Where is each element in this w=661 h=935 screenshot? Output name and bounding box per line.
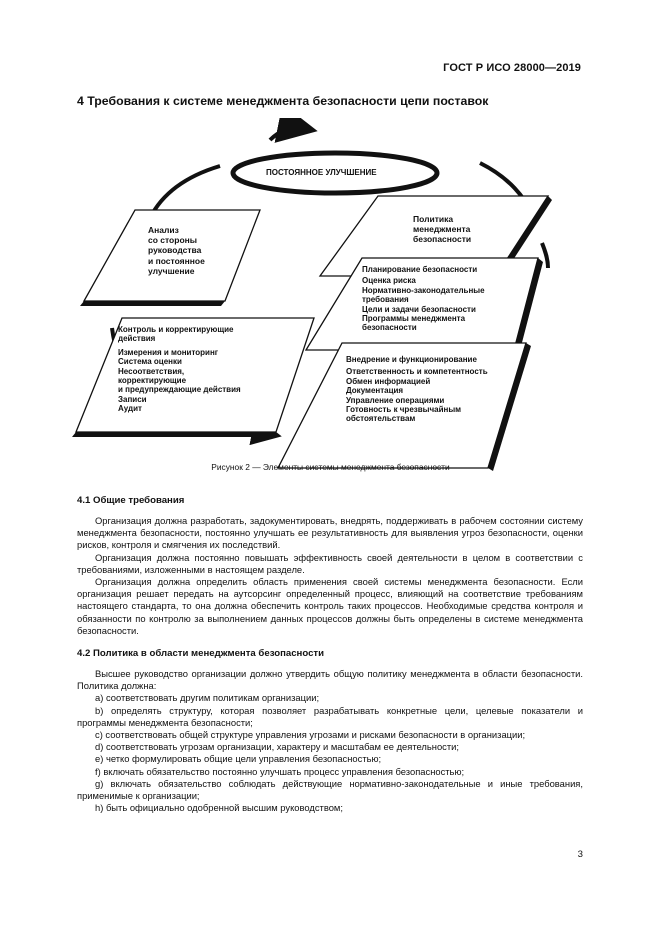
- planning-line: требования: [362, 295, 409, 305]
- list-item: e) четко формулировать общие цели управления безопасностью;: [95, 753, 382, 765]
- review-block: [148, 225, 205, 276]
- control-line: действия: [118, 334, 156, 344]
- paragraph: Высшее руководство организации должно утвердить общую политику менеджмента в области безопасности. Политика должна:: [77, 668, 583, 692]
- figure-caption: Рисунок 2 — Элементы системы менеджмента безопасности: [211, 462, 450, 472]
- list-item: b) определять структуру, которая позволяет разрабатывать конкретные цели, целевые показатели и программы менеджмента безопасности;: [77, 704, 583, 728]
- implementation-line: Документация: [346, 386, 404, 396]
- list-item: f) включать обязательство постоянно улучшать процесс управления безопасностью;: [95, 765, 465, 777]
- planning-line: Цели и задачи безопасности: [362, 304, 476, 314]
- implementation-line: Управление операциями: [346, 395, 445, 405]
- control-line: Записи: [118, 394, 147, 404]
- list-item: c) соответствовать общей структуре управления угрозами и рисками безопасности в организации;: [95, 729, 526, 741]
- review-line: руководства: [148, 245, 202, 256]
- implementation-line: Обмен информацией: [346, 376, 431, 386]
- review-line: улучшение: [148, 265, 195, 276]
- control-block: [118, 325, 241, 414]
- list-item: d) соответствовать угрозам организации, характеру и масштабам ее деятельности;: [95, 741, 459, 753]
- subsection-title: 4.2 Политика в области менеджмента безопасности: [77, 648, 325, 660]
- implementation-line: Готовность к чрезвычайным: [346, 405, 462, 415]
- review-line: и постоянное: [148, 255, 205, 266]
- control-line: Система оценки: [118, 357, 182, 367]
- cycle-arrow-right-lower: [542, 243, 548, 268]
- implementation-block: [346, 355, 488, 424]
- control-line: Измерения и мониторинг: [118, 347, 219, 357]
- subsection-title: 4.1 Общие требования: [77, 495, 185, 506]
- review-line: со стороны: [148, 235, 198, 246]
- list-item: g) включать обязательство соблюдать действующие нормативно-законодательные и иные требования, применимые к организации;: [77, 777, 583, 802]
- implementation-line: Внедрение и функционирование: [346, 355, 477, 364]
- implementation-line: обстоятельствам: [346, 414, 416, 424]
- list-item: h) быть официально одобренной высшим руководством;: [95, 802, 343, 814]
- paragraph: Организация должна постоянно повышать эффективность своей деятельности в целом в соответствии с требованиями, изложенными в настоящем разделе.: [77, 551, 583, 575]
- control-line: Аудит: [118, 404, 142, 414]
- policy-block: [413, 214, 471, 245]
- planning-line: безопасности: [362, 323, 417, 333]
- figure-2-diagram: [70, 118, 590, 474]
- review-line: Анализ: [148, 225, 179, 235]
- planning-line: Нормативно-законодательные: [362, 285, 485, 295]
- cycle-arrow-top: [270, 128, 302, 141]
- implementation-line: Ответственность и компетентность: [346, 367, 488, 377]
- planning-line: Планирование безопасности: [362, 265, 478, 274]
- control-line: и предупреждающие действия: [118, 385, 241, 395]
- policy-line: менеджмента: [413, 224, 471, 235]
- paragraph: Организация должна разработать, задокументировать, внедрять, поддерживать в рабочем состоянии систему менеджмента безопасности, постоянно улучшать ее результативность для выявления угроз безопасности, оценки рисков, контроля и смягчения их последствий.: [77, 515, 583, 551]
- control-line: Несоответствия,: [118, 366, 185, 376]
- page-number: 3: [577, 849, 583, 860]
- ellipse-label: ПОСТОЯННОЕ УЛУЧШЕНИЕ: [266, 168, 377, 177]
- control-line: корректирующие: [118, 376, 187, 386]
- control-line: Контроль и корректирующие: [118, 325, 234, 334]
- policy-line: Политика: [413, 214, 454, 224]
- body-text: [77, 495, 583, 814]
- paragraph: Организация должна определить область применения своей системы менеджмента безопасности. Если организация решает передать на аутсорсинг определенный процесс, влияющий на соответствие требованиям настоящего стандарта, то она должна обеспечить контроль таких процессов. Необходимые средства контроля и обязанности по контролю за выполнением данных процессов должны быть определены в системе менеджмента безопасности.: [77, 576, 583, 636]
- policy-line: безопасности: [413, 234, 472, 245]
- planning-line: Программы менеджмента: [362, 314, 466, 324]
- planning-line: Оценка риска: [362, 276, 416, 286]
- list-item: a) соответствовать другим политикам организации;: [95, 692, 320, 704]
- standard-header: ГОСТ Р ИСО 28000—2019: [443, 62, 581, 74]
- section-title: 4 Требования к системе менеджмента безопасности цепи поставок: [77, 94, 489, 108]
- planning-block: [362, 265, 485, 333]
